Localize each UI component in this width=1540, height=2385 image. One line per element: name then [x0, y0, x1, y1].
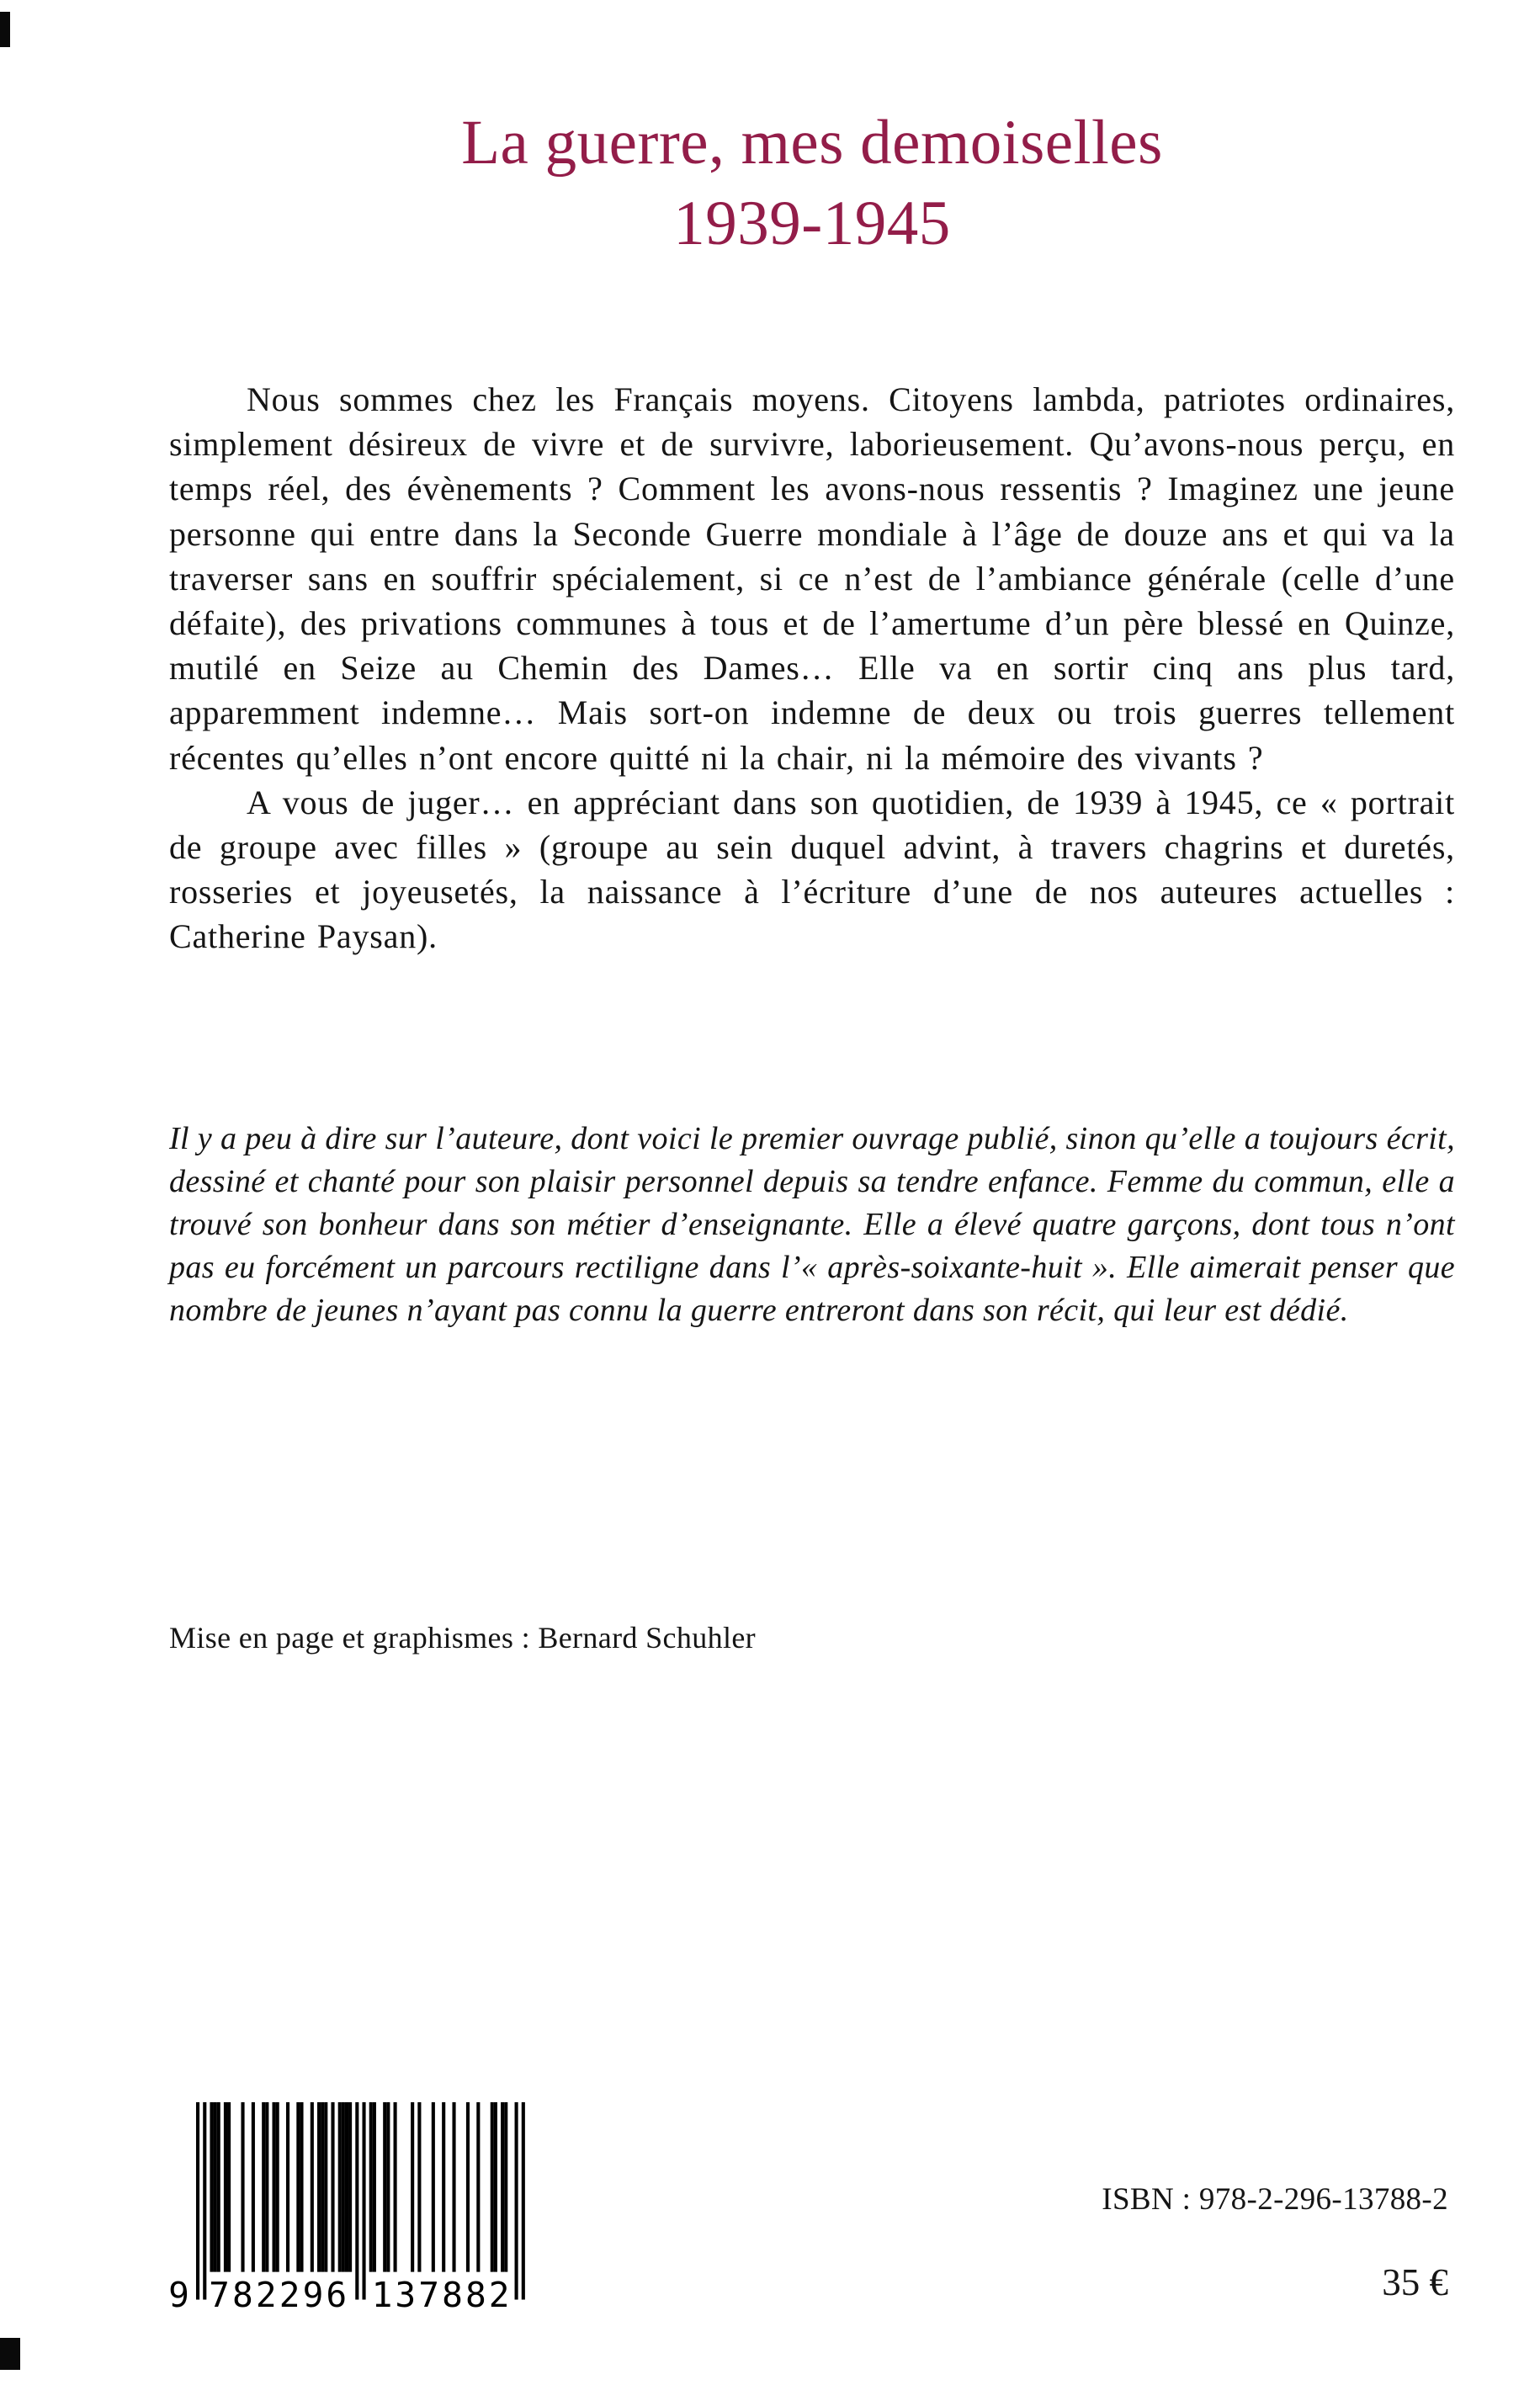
synopsis-paragraph-1: Nous sommes chez les Français moyens. Citoyens lambda, patriotes ordinaires, simplement désireux de vivre et de survivre, laborieusement. Qu’avons-nous perçu, en temps réel, des évènements ? Comment les avons-nous ressentis ? Imaginez une jeune personne qui entre dans la Seconde Guerre mondiale à l’âge de douze ans et qui va la traverser sans en souffrir spécialement, si ce n’est de l’ambiance générale (celle d’une défaite), des privations communes à tous et de l’amertume d’un père blessé en Quinze, mutilé en Seize au Chemin des Dames… Elle va en sortir cinq ans plus tard, apparemment indemne… Mais sort-on indemne de deux ou trois guerres tellement récentes qu’elles n’ont encore quitté ni la chair, ni la mémoire des vivants ? — [169, 380, 1455, 777]
barcode-svg — [167, 2102, 528, 2317]
layout-credit: Mise en page et graphismes : Bernard Schuhler — [169, 1621, 757, 1655]
author-note-paragraph: Il y a peu à dire sur l’auteure, dont voici le premier ouvrage publié, sinon qu’elle a toujours écrit, dessiné et chanté pour son plaisir personnel depuis sa tendre enfance. Femme du commun, elle a trouvé son bonheur dans son métier d’enseignante. Elle a élevé quatre garçons, dont tous n’ont pas eu forcément un parcours rectiligne dans l’« après-soixante-huit ». Elle aimerait penser que nombre de jeunes n’ayant pas connu la guerre entreront dans son récit, qui leur est dédié. — [169, 1121, 1455, 1328]
isbn-text: ISBN : 978-2-296-13788-2 — [1102, 2182, 1448, 2217]
barcode-bars — [196, 2102, 525, 2300]
barcode — [167, 2102, 528, 2317]
book-title: La guerre, mes demoiselles — [461, 108, 1163, 178]
print-artifact-top — [0, 12, 10, 47]
synopsis-paragraph-2: A vous de juger… en appréciant dans son quotidien, de 1939 à 1945, ce « portrait de groupe avec filles » (groupe au sein duquel advint, à travers chagrins et duretés, rosseries et joyeusetés, la naissance à l’écriture d’une de nos auteures actuelles : Catherine Paysan). — [169, 783, 1455, 956]
author-note — [169, 1118, 1455, 1332]
barcode-left-digits: 782296 — [209, 2274, 350, 2315]
synopsis — [169, 377, 1455, 959]
barcode-right-digits: 137882 — [371, 2274, 512, 2315]
title-block — [169, 103, 1455, 264]
barcode-lead-digit: 9 — [168, 2274, 192, 2315]
print-artifact-bottom — [0, 2338, 20, 2370]
book-subtitle: 1939-1945 — [673, 189, 951, 258]
price-text: 35 € — [1382, 2261, 1448, 2303]
